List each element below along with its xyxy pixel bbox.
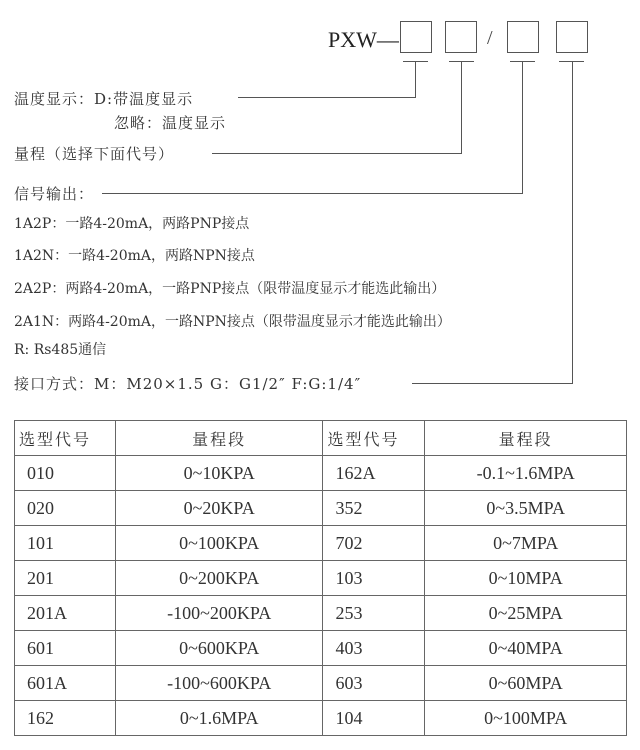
cell-range: 0~1.6MPA bbox=[115, 701, 323, 736]
cell-range: 0~20KPA bbox=[115, 491, 323, 526]
cell-range: 0~10MPA bbox=[425, 561, 627, 596]
cell-code: 201 bbox=[15, 561, 116, 596]
interface-label: 接口方式：M：M20×1.5 G：G1/2″ F:G:1/4″ bbox=[14, 375, 362, 393]
table-header-row bbox=[15, 421, 627, 456]
cell-code: 253 bbox=[323, 596, 425, 631]
table-row bbox=[15, 631, 627, 666]
cell-range: -100~200KPA bbox=[115, 596, 323, 631]
cell-code: 162A bbox=[323, 456, 425, 491]
header-range-left: 量程段 bbox=[115, 421, 323, 456]
table-row bbox=[15, 701, 627, 736]
connector-range-vertical bbox=[461, 61, 462, 154]
connector-signal-horizontal bbox=[102, 193, 523, 194]
cell-code: 104 bbox=[323, 701, 425, 736]
cell-range: 0~25MPA bbox=[425, 596, 627, 631]
cell-code: 603 bbox=[323, 666, 425, 701]
cell-code: 403 bbox=[323, 631, 425, 666]
range-label: 量程（选择下面代号） bbox=[14, 145, 175, 163]
cell-range: 0~200KPA bbox=[115, 561, 323, 596]
table-row bbox=[15, 596, 627, 631]
header-code-right: 选型代号 bbox=[323, 421, 425, 456]
connector-range-horizontal bbox=[212, 153, 462, 154]
connector-interface-vertical bbox=[572, 61, 573, 384]
cell-range: -0.1~1.6MPA bbox=[425, 456, 627, 491]
cell-range: 0~10KPA bbox=[115, 456, 323, 491]
cell-code: 352 bbox=[323, 491, 425, 526]
signal-option-2a2p: 2A2P：两路4-20mA，一路PNP接点（限带温度显示才能选此输出） bbox=[14, 281, 446, 297]
table-row bbox=[15, 491, 627, 526]
connector-signal-vertical bbox=[522, 61, 523, 194]
code-separator: / bbox=[487, 27, 493, 49]
cell-code: 101 bbox=[15, 526, 116, 561]
signal-output-label: 信号输出： bbox=[14, 185, 95, 203]
connector-temperature-vertical bbox=[415, 61, 416, 98]
cell-code: 020 bbox=[15, 491, 116, 526]
cell-range: 0~40MPA bbox=[425, 631, 627, 666]
table-row bbox=[15, 666, 627, 701]
cell-code: 010 bbox=[15, 456, 116, 491]
code-box-interface bbox=[556, 21, 588, 53]
cell-code: 601 bbox=[15, 631, 116, 666]
cell-range: 0~600KPA bbox=[115, 631, 323, 666]
code-box-range bbox=[445, 21, 477, 53]
connector-interface-horizontal bbox=[412, 383, 573, 384]
cell-code: 162 bbox=[15, 701, 116, 736]
signal-option-rs485: R: Rs485通信 bbox=[14, 342, 107, 358]
cell-code: 103 bbox=[323, 561, 425, 596]
cell-range: -100~600KPA bbox=[115, 666, 323, 701]
table-row bbox=[15, 456, 627, 491]
signal-option-1a2p: 1A2P：一路4-20mA，两路PNP接点 bbox=[14, 216, 250, 232]
code-box-signal bbox=[507, 21, 539, 53]
header-code-left: 选型代号 bbox=[15, 421, 116, 456]
cell-range: 0~100KPA bbox=[115, 526, 323, 561]
cell-code: 702 bbox=[323, 526, 425, 561]
temperature-display-omit: 忽略：温度显示 bbox=[114, 114, 227, 132]
cell-code: 601A bbox=[15, 666, 116, 701]
temperature-display-label: 温度显示：D:带温度显示 bbox=[14, 90, 194, 108]
header-range-right: 量程段 bbox=[425, 421, 627, 456]
range-code-table bbox=[14, 420, 627, 736]
connector-temperature-horizontal bbox=[238, 97, 416, 98]
cell-code: 201A bbox=[15, 596, 116, 631]
code-box-temperature bbox=[400, 21, 432, 53]
signal-option-2a1n: 2A1N：两路4-20mA，一路NPN接点（限带温度显示才能选此输出） bbox=[14, 314, 451, 330]
model-code-prefix: PXW— bbox=[328, 27, 399, 52]
table-row bbox=[15, 526, 627, 561]
cell-range: 0~7MPA bbox=[425, 526, 627, 561]
signal-option-1a2n: 1A2N：一路4-20mA，两路NPN接点 bbox=[14, 248, 255, 264]
cell-range: 0~60MPA bbox=[425, 666, 627, 701]
table-row bbox=[15, 561, 627, 596]
cell-range: 0~3.5MPA bbox=[425, 491, 627, 526]
cell-range: 0~100MPA bbox=[425, 701, 627, 736]
